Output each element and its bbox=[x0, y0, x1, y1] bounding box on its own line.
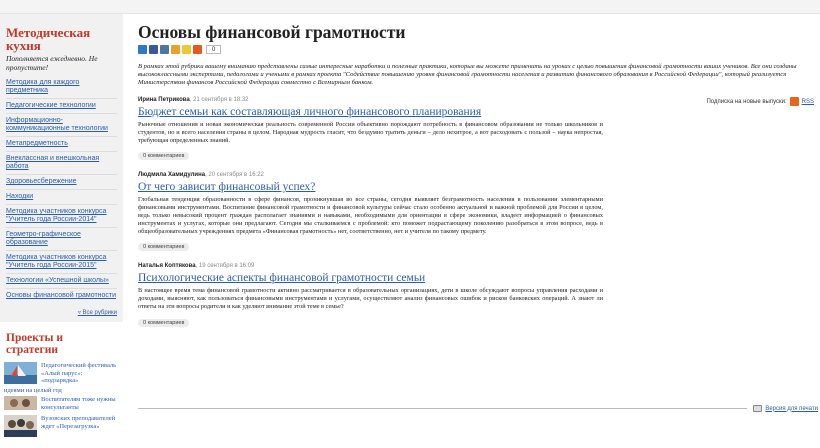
sidebar-item-health[interactable]: Здоровьесбережение bbox=[6, 175, 117, 190]
article-author: Ирина Петрикова bbox=[138, 97, 190, 103]
sidebar-item-metasubject[interactable]: Метапредметность bbox=[6, 137, 117, 152]
article-title-link[interactable]: От чего зависит финансовый успех? bbox=[138, 181, 316, 194]
page-title: Основы финансовой грамотности bbox=[138, 22, 406, 42]
all-rubrics-row bbox=[0, 305, 123, 322]
article-item bbox=[138, 263, 818, 328]
article-meta bbox=[138, 263, 818, 269]
comments-button[interactable]: 0 комментариев bbox=[138, 152, 189, 160]
article-date: , 19 сентября в 16:09 bbox=[195, 263, 255, 270]
article-excerpt: В настоящее время тема финансовой грамотности активно рассматривается в образовательных организациях, дети в школе обсуждают вопросы управления расходами и доходами, выясняют, как пользоваться финансовыми инструментами и услугами, осуществляют анализ финансовых ошибок и рисков банковских операций. А знают ли ответы на эти вопросы родители и как уделяют внимание этой теме в семье? bbox=[138, 287, 603, 310]
project-thumbnail[interactable] bbox=[4, 415, 37, 437]
bookmark-share-icon[interactable] bbox=[182, 45, 191, 54]
rss-icon[interactable] bbox=[790, 97, 799, 106]
article-item bbox=[138, 172, 818, 253]
project-text-continued[interactable]: идеями на целый год bbox=[4, 386, 62, 394]
subscribe-row bbox=[706, 97, 814, 106]
article-excerpt: Глобальная тенденция образованности в сфере финансов, проникнувшая во все страны, сегодня выявляет безграмотность населения в пользовании элементарными финансовыми инструментами. Воспитание финансовой грамотности и финансовой культуры сейчас стало особенно актуальной и важной проблемой для России в целом, ведь только невысокий процент граждан располагает знаниями и навыками, необходимыми для ориентации в сфере экономики, владеет информацией о финансовых инструментах и услугах, которые они предлагают. Сегодня мы сталкиваемся с проблемой: кто поможет подрастающему поколению разобраться в этом вопросе, ведь в общеобразовательных учреждениях предмета «Финансовая грамотность» нет, соответственно, нет и учителя по такому предмету. bbox=[138, 196, 603, 235]
sidebar-item-geometry-graphics[interactable]: Геометро-графическое образование bbox=[6, 228, 117, 251]
vk-share-icon[interactable] bbox=[160, 45, 169, 54]
comments-button[interactable]: 0 комментариев bbox=[138, 243, 189, 251]
article-date: , 21 сентября в 18:32 bbox=[189, 97, 249, 103]
article-date: , 20 сентября в 16:22 bbox=[205, 172, 264, 179]
main-content bbox=[138, 14, 818, 329]
rss-link[interactable]: RSS bbox=[801, 98, 814, 105]
sidebar-item-ict[interactable]: Информационно-коммуникационные технологии bbox=[6, 114, 117, 137]
mail-share-icon[interactable] bbox=[138, 45, 147, 54]
sidebar-item-extracurricular[interactable]: Внеклассная и внешкольная работа bbox=[6, 152, 117, 175]
project-text[interactable]: Педагогический фестиваль «Алый парус»: «подзарядка» bbox=[41, 362, 117, 384]
project-text[interactable]: Вузовских преподавателей ждет «Перезагрузка» bbox=[41, 415, 116, 430]
sidebar-item-teacher-2014[interactable]: Методика участников конкурса "Учитель года России-2014" bbox=[6, 205, 117, 228]
share-counter: 0 bbox=[206, 45, 221, 54]
project-thumbnail[interactable] bbox=[4, 396, 37, 410]
article-meta bbox=[138, 172, 818, 178]
subscribe-label: Подписка на новые выпуски: bbox=[706, 98, 787, 105]
article-title-link[interactable]: Бюджет семьи как составляющая личного финансового планирования bbox=[138, 106, 482, 118]
share-buttons bbox=[138, 45, 818, 54]
article-item bbox=[138, 97, 818, 162]
more-share-icon[interactable] bbox=[193, 45, 202, 54]
sidebar-nav bbox=[0, 76, 123, 305]
rubric-intro: В рамках этой рубрики вашему вниманию представлены самые интересные наработки и полезные практики, которые вы можете применить на уроках с целью повышения финансовой грамотности ваших учеников. Все они созданы высококлассными экспертами, педагогами и учеными в рамках проекта "Содействие повышению уровня финансовой грамотности населения и развитию финансового образования в Российской Федерации", который реализуется Министерством финансов Российской Федерации совместно с Всемирным банком. bbox=[138, 63, 797, 86]
project-item[interactable] bbox=[0, 413, 123, 439]
all-rubrics-label[interactable]: Все рубрики bbox=[82, 310, 117, 316]
project-item[interactable] bbox=[0, 394, 123, 413]
top-bar bbox=[0, 0, 820, 14]
sidebar-header bbox=[0, 14, 123, 76]
facebook-share-icon[interactable] bbox=[149, 45, 158, 54]
sidebar-item-financial-literacy[interactable]: Основы финансовой грамотности bbox=[6, 292, 117, 299]
print-row bbox=[138, 405, 818, 412]
article-author: Наталья Коптякова bbox=[138, 263, 196, 270]
sidebar-title: Методическая кухня bbox=[6, 25, 91, 53]
divider bbox=[138, 408, 747, 409]
printer-icon bbox=[753, 405, 762, 412]
sidebar-item-teacher-2015[interactable]: Методика участников конкурса "Учитель года России-2015" bbox=[6, 251, 117, 274]
sidebar bbox=[0, 14, 123, 448]
print-version-link[interactable] bbox=[753, 405, 818, 412]
article-author: Людмила Хамидулина bbox=[138, 172, 206, 179]
article-title-link[interactable]: Психологические аспекты финансовой грамотности семьи bbox=[138, 272, 426, 285]
sidebar-subtitle: Пополняется ежедневно. Не пропустите! bbox=[6, 54, 98, 72]
project-text[interactable]: Воспитателям тоже нужны консультанты bbox=[41, 396, 116, 411]
all-rubrics-link[interactable] bbox=[78, 310, 117, 316]
article-excerpt: Рыночные отношения и новая экономическая реальность современной России объективно порождают потребность в финансовом образовании не только школьников и студентов, но и всего населения страны в целом. Народная мудрость гласит, что бездумно тратить деньги – дело нехитрое, а вот расходовать с пользой – наука непростая, требующая определенных знаний. bbox=[138, 121, 603, 144]
comments-button[interactable]: 0 комментариев bbox=[138, 319, 189, 327]
odnoklassniki-share-icon[interactable] bbox=[171, 45, 180, 54]
chevron-down-icon: ▿ bbox=[77, 310, 83, 316]
projects-heading: Проекты и стратегии bbox=[6, 332, 63, 356]
sidebar-item-findings[interactable]: Находки bbox=[6, 190, 117, 205]
sidebar-item-pedagogical-tech[interactable]: Педагогические технологии bbox=[6, 99, 117, 114]
sidebar-item-successful-school[interactable]: Технологии «Успешной школы» bbox=[6, 274, 117, 289]
project-item[interactable] bbox=[0, 360, 123, 387]
sidebar-item-subject-methods[interactable]: Методика для каждого предметника bbox=[6, 76, 117, 99]
print-version-label[interactable]: Версия для печати bbox=[765, 405, 818, 412]
project-thumbnail[interactable] bbox=[4, 362, 37, 384]
